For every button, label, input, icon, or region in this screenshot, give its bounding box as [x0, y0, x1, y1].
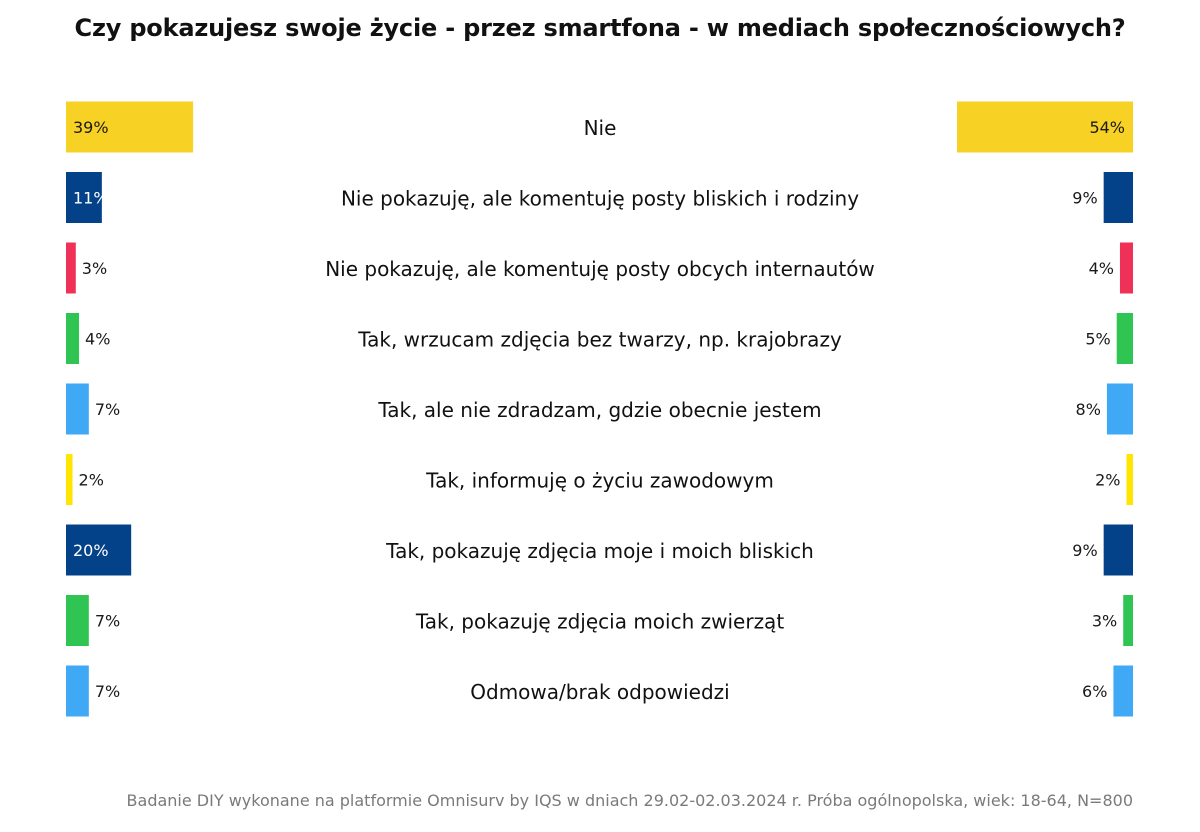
right-bar [1104, 172, 1133, 223]
right-value-label: 54% [1089, 118, 1125, 137]
left-value-label: 7% [94, 682, 121, 701]
left-bar [66, 454, 73, 505]
left-value-label: 11% [73, 188, 109, 208]
chart-title: Czy pokazujesz swoje życie - przez smartfona - w mediach społecznościowych? [74, 14, 1126, 42]
right-bar [1123, 595, 1133, 646]
right-value-label: 6% [1082, 682, 1108, 701]
right-value-label: 4% [1088, 259, 1114, 278]
category-label: Nie [583, 116, 617, 140]
category-label: Nie pokazuję, ale komentuję posty obcych internautów [325, 257, 875, 281]
left-bar [66, 595, 89, 646]
left-value-label: 2% [78, 470, 104, 490]
source-footnote: Badanie DIY wykonane na platformie Omnisurv by IQS w dniach 29.02-02.03.2024 r. Próba ogólnopolska, wiek: 18-64, N=800 [126, 791, 1133, 810]
right-value-label: 9% [1072, 188, 1098, 208]
right-value-label: 5% [1085, 329, 1111, 349]
left-value-label: 7% [94, 611, 121, 631]
category-label: Nie pokazuję, ale komentuję posty bliskich i rodziny [340, 186, 860, 211]
category-label: Tak, ale nie zdradzam, gdzie obecnie jestem [378, 398, 822, 422]
category-label: Tak, pokazuję zdjęcia moich zwierząt [415, 609, 785, 634]
left-bar [66, 384, 89, 435]
left-bar [66, 313, 79, 364]
left-value-label: 4% [85, 329, 111, 349]
right-bar [1126, 454, 1133, 505]
right-value-label: 8% [1075, 400, 1101, 419]
category-label: Tak, wrzucam zdjęcia bez twarzy, np. krajobrazy [358, 327, 842, 352]
right-bar [1117, 313, 1133, 364]
right-bar [1113, 666, 1133, 717]
right-bar [1120, 243, 1133, 294]
right-value-label: 9% [1072, 541, 1098, 560]
right-value-label: 2% [1095, 470, 1121, 490]
right-bar [1104, 525, 1133, 576]
right-bar [1107, 384, 1133, 435]
left-value-label: 7% [94, 400, 121, 419]
left-bar [66, 666, 89, 717]
left-value-label: 20% [73, 541, 109, 560]
left-bar [66, 243, 76, 294]
category-label: Odmowa/brak odpowiedzi [470, 680, 730, 704]
right-value-label: 3% [1091, 611, 1118, 631]
category-label: Tak, pokazuję zdjęcia moje i moich bliskich [386, 539, 814, 563]
left-value-label: 39% [73, 118, 109, 137]
category-label: Tak, informuję o życiu zawodowym [426, 468, 774, 493]
left-value-label: 3% [81, 259, 108, 278]
